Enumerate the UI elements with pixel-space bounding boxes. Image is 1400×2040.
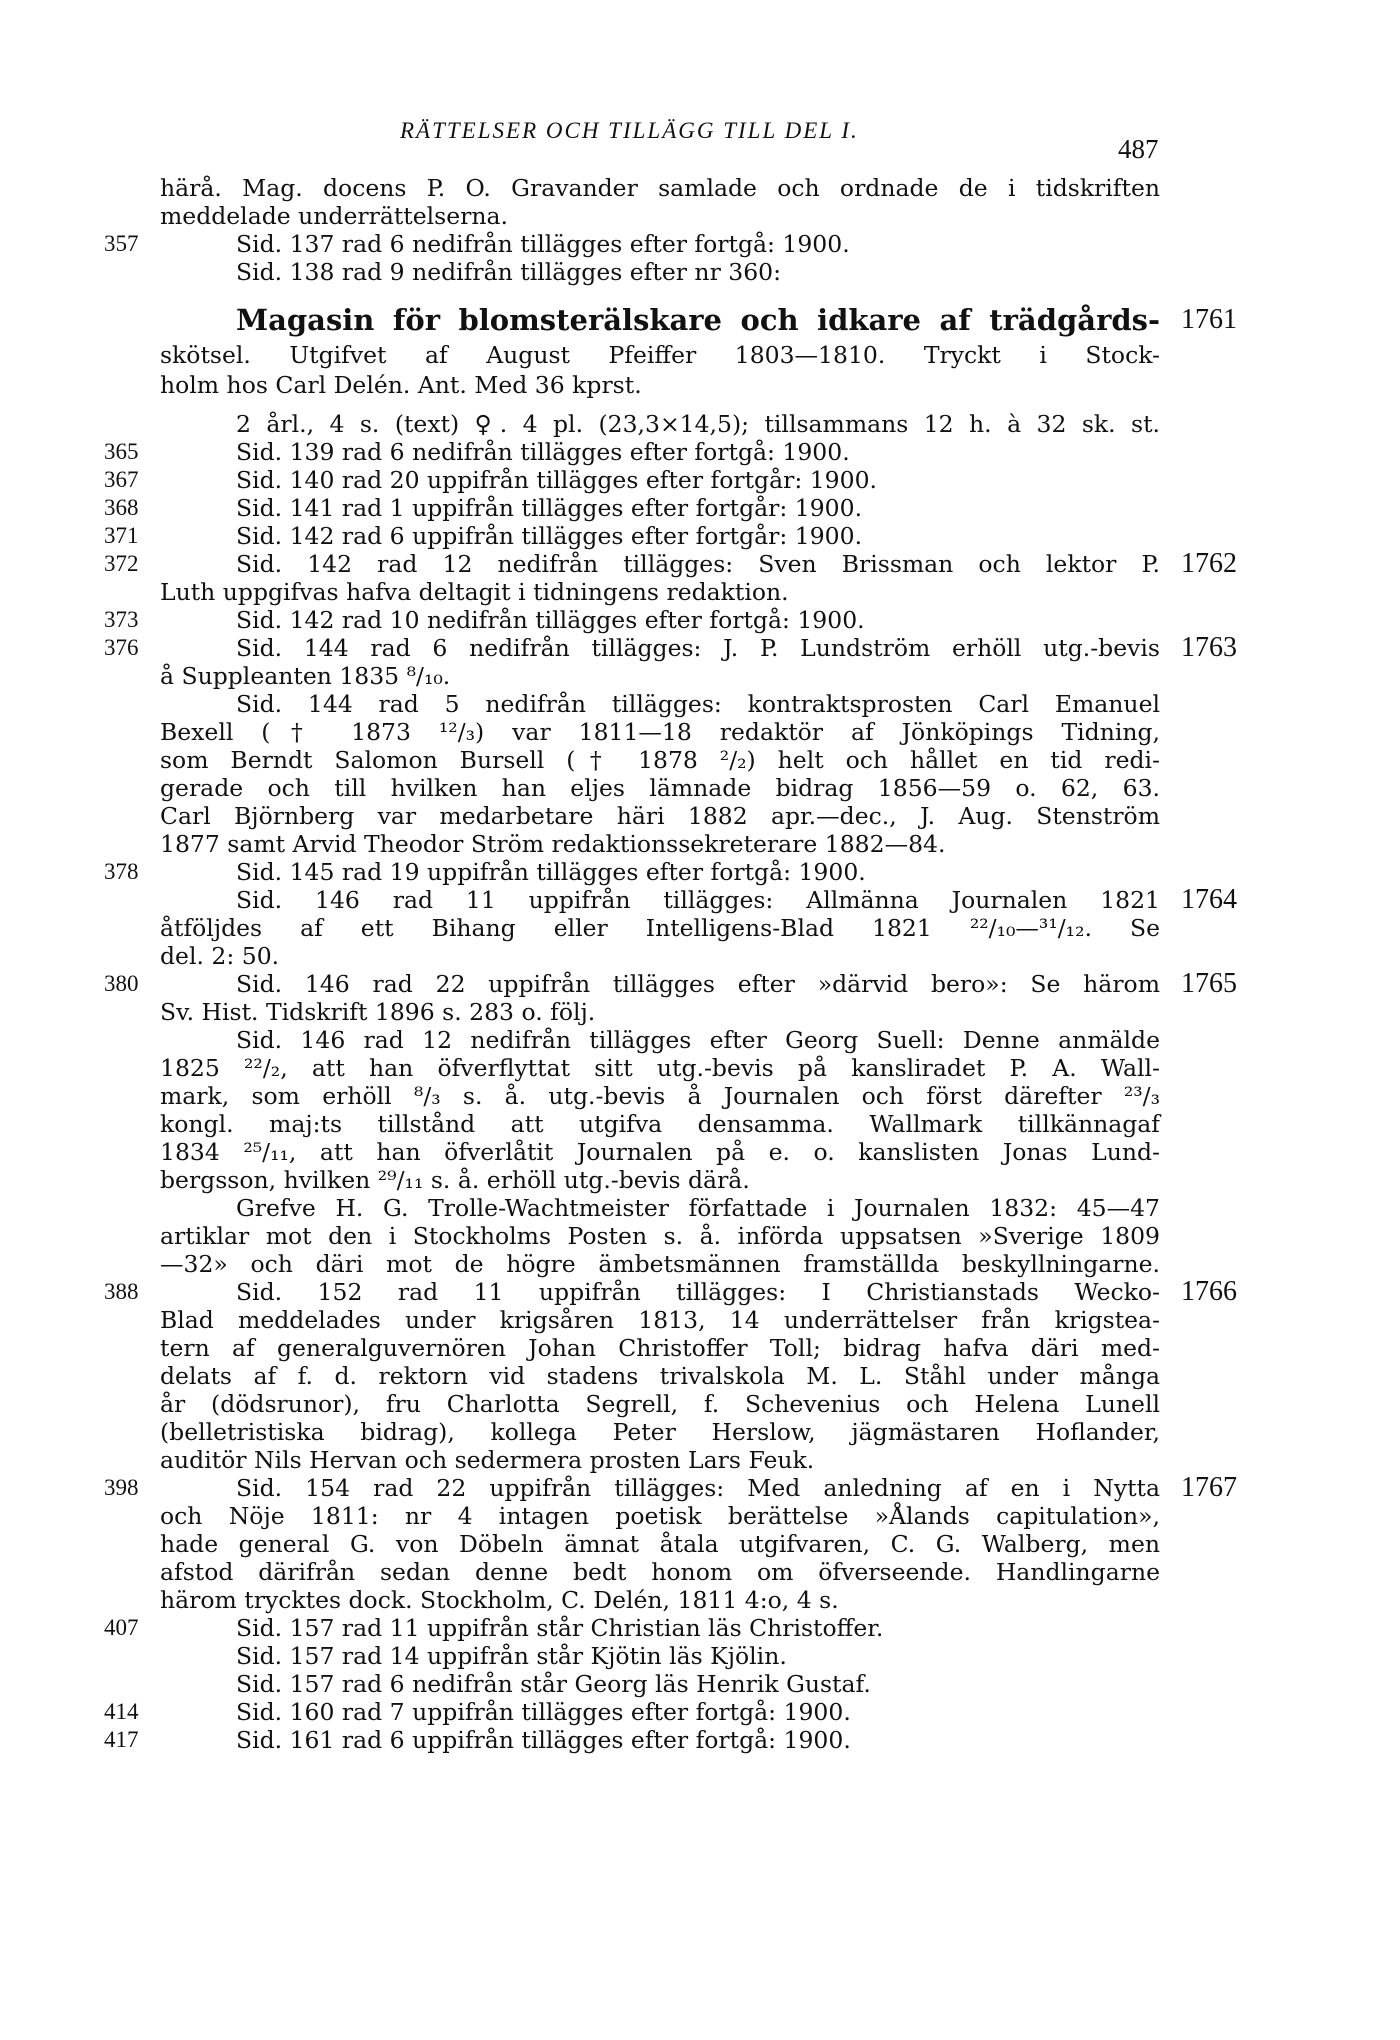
margin-entry-number: 1766 — [1181, 1276, 1237, 1307]
margin-entry-number: 1765 — [1181, 968, 1237, 999]
margin-entry-number: 1763 — [1181, 632, 1237, 663]
text-line: Sid. 145 rad 19 uppifrån tillägges efter fortgå: 1900. — [236, 858, 866, 886]
text-line: 2 årl., 4 s. (text) ♀. 4 pl. (23,3×14,5); tillsammans 12 h. à 32 sk. st. — [236, 410, 1160, 438]
text-line: Sid. 141 rad 1 uppifrån tillägges efter fortgår: 1900. — [236, 494, 863, 522]
margin-entry-number: 1762 — [1181, 548, 1237, 579]
margin-entry-number: 1764 — [1181, 884, 1237, 915]
text-line: Sid. 146 rad 22 uppifrån tillägges efter »därvid bero»: Se härom — [236, 970, 1160, 998]
text-line: och Nöje 1811: nr 4 intagen poetisk berättelse »Ålands capitulation», — [160, 1502, 1160, 1530]
margin-entry-number: 1767 — [1181, 1472, 1237, 1503]
margin-page-ref: 407 — [104, 1615, 139, 1640]
text-line: tern af generalguvernören Johan Christoffer Toll; bidrag hafva däri med- — [160, 1334, 1160, 1362]
margin-page-ref: 398 — [104, 1475, 139, 1500]
text-line: Sid. 157 rad 11 uppifrån står Christian läs Christoffer. — [236, 1614, 884, 1642]
text-line: åtföljdes af ett Bihang eller Intelligens-Blad 1821 ²²/₁₀—³¹/₁₂. Se — [160, 914, 1160, 942]
text-line: 1825 ²²/₂, att han öfverflyttat sitt utg.-bevis på kansliradet P. A. Wall- — [160, 1054, 1160, 1082]
entry-heading: Magasin för blomsterälskare och idkare af trädgårds- — [236, 303, 1160, 337]
text-line: Blad meddelades under krigsåren 1813, 14 underrättelser från krigstea- — [160, 1306, 1160, 1334]
text-line: del. 2: 50. — [160, 942, 280, 970]
text-line: 1877 samt Arvid Theodor Ström redaktionssekreterare 1882—84. — [160, 830, 946, 858]
text-line: Luth uppgifvas hafva deltagit i tidningens redaktion. — [160, 578, 789, 606]
margin-page-ref: 365 — [104, 439, 139, 464]
text-line: år (dödsrunor), fru Charlotta Segrell, f. Schevenius och Helena Lunell — [160, 1390, 1160, 1418]
text-line: Bexell († 1873 ¹²/₃) var 1811—18 redaktör af Jönköpings Tidning, — [160, 718, 1160, 746]
margin-page-ref: 368 — [104, 495, 139, 520]
margin-entry-number: 1761 — [1181, 304, 1237, 335]
running-head: RÄTTELSER OCH TILLÄGG TILL DEL I. — [400, 118, 859, 143]
text-line: Sid. 137 rad 6 nedifrån tillägges efter fortgå: 1900. — [236, 230, 850, 258]
margin-page-ref: 373 — [104, 607, 139, 632]
text-line: Sid. 142 rad 10 nedifrån tillägges efter fortgå: 1900. — [236, 606, 865, 634]
text-line: Sid. 146 rad 11 uppifrån tillägges: Allmänna Journalen 1821 — [236, 886, 1160, 914]
margin-page-ref: 380 — [104, 971, 139, 996]
text-line: Sid. 157 rad 6 nedifrån står Georg läs Henrik Gustaf. — [236, 1670, 871, 1698]
text-line: härå. Mag. docens P. O. Gravander samlade och ordnade de i tidskriften — [160, 174, 1160, 202]
text-line: Sid. 138 rad 9 nedifrån tillägges efter nr 360: — [236, 258, 782, 286]
margin-page-ref: 367 — [104, 467, 139, 492]
text-line: hade general G. von Döbeln ämnat åtala utgifvaren, C. G. Walberg, men — [160, 1530, 1160, 1558]
text-line: Carl Björnberg var medarbetare häri 1882 apr.—dec., J. Aug. Stenström — [160, 802, 1160, 830]
text-line: afstod därifrån sedan denne bedt honom om öfverseende. Handlingarne — [160, 1558, 1160, 1586]
text-line: Grefve H. G. Trolle-Wachtmeister författade i Journalen 1832: 45—47 — [236, 1194, 1160, 1222]
text-line: mark, som erhöll ⁸/₃ s. å. utg.-bevis å Journalen och först därefter ²³/₃ — [160, 1082, 1160, 1110]
text-line: auditör Nils Hervan och sedermera prosten Lars Feuk. — [160, 1446, 815, 1474]
text-line: härom trycktes dock. Stockholm, C. Delén, 1811 4:o, 4 s. — [160, 1586, 839, 1614]
text-line: Sid. 140 rad 20 uppifrån tillägges efter fortgår: 1900. — [236, 466, 877, 494]
text-line: Sid. 139 rad 6 nedifrån tillägges efter fortgå: 1900. — [236, 438, 850, 466]
text-line: (belletristiska bidrag), kollega Peter Herslow, jägmästaren Hoflander, — [160, 1418, 1160, 1446]
text-line: delats af f. d. rektorn vid stadens trivalskola M. L. Ståhl under många — [160, 1362, 1160, 1390]
margin-page-ref: 371 — [104, 523, 139, 548]
text-line: 1834 ²⁵/₁₁, att han öfverlåtit Journalen på e. o. kanslisten Jonas Lund- — [160, 1138, 1160, 1166]
text-line: Sv. Hist. Tidskrift 1896 s. 283 o. följ. — [160, 998, 596, 1026]
margin-page-ref: 378 — [104, 859, 139, 884]
text-line: Sid. 160 rad 7 uppifrån tillägges efter fortgå: 1900. — [236, 1698, 851, 1726]
text-line: som Berndt Salomon Bursell († 1878 ²/₂) helt och hållet en tid redi- — [160, 746, 1160, 774]
text-line: Sid. 146 rad 12 nedifrån tillägges efter Georg Suell: Denne anmälde — [236, 1026, 1160, 1054]
text-line: bergsson, hvilken ²⁹/₁₁ s. å. erhöll utg.-bevis därå. — [160, 1166, 750, 1194]
text-line: meddelade underrättelserna. — [160, 202, 508, 230]
margin-page-ref: 417 — [104, 1727, 139, 1752]
text-line: å Suppleanten 1835 ⁸/₁₀. — [160, 662, 451, 690]
text-line: Sid. 144 rad 6 nedifrån tillägges: J. P. Lundström erhöll utg.-bevis — [236, 634, 1160, 662]
text-line: gerade och till hvilken han eljes lämnade bidrag 1856—59 o. 62, 63. — [160, 774, 1160, 802]
margin-page-ref: 388 — [104, 1279, 139, 1304]
margin-page-ref: 357 — [104, 231, 139, 256]
margin-page-ref: 376 — [104, 635, 139, 660]
text-line: Sid. 144 rad 5 nedifrån tillägges: kontraktsprosten Carl Emanuel — [236, 690, 1160, 718]
text-line: Sid. 152 rad 11 uppifrån tillägges: I Christianstads Wecko- — [236, 1278, 1160, 1306]
page-number: 487 — [1118, 134, 1159, 164]
text-line: Sid. 157 rad 14 uppifrån står Kjötin läs Kjölin. — [236, 1642, 787, 1670]
text-line: artiklar mot den i Stockholms Posten s. å. införda uppsatsen »Sverige 1809 — [160, 1222, 1160, 1250]
margin-page-ref: 414 — [104, 1699, 139, 1724]
text-line: Sid. 142 rad 6 uppifrån tillägges efter fortgår: 1900. — [236, 522, 863, 550]
text-line: Sid. 142 rad 12 nedifrån tillägges: Sven Brissman och lektor P. — [236, 550, 1160, 578]
text-line: kongl. maj:ts tillstånd att utgifva densamma. Wallmark tillkännagaf — [160, 1110, 1160, 1138]
text-line: —32» och däri mot de högre ämbetsmännen framställda beskyllningarne. — [160, 1250, 1160, 1278]
text-line: skötsel. Utgifvet af August Pfeiffer 1803—1810. Tryckt i Stock- — [160, 341, 1160, 369]
text-line: Sid. 154 rad 22 uppifrån tillägges: Med anledning af en i Nytta — [236, 1474, 1160, 1502]
text-line: holm hos Carl Delén. Ant. Med 36 kprst. — [160, 371, 642, 399]
text-line: Sid. 161 rad 6 uppifrån tillägges efter fortgå: 1900. — [236, 1726, 851, 1754]
margin-page-ref: 372 — [104, 551, 139, 576]
